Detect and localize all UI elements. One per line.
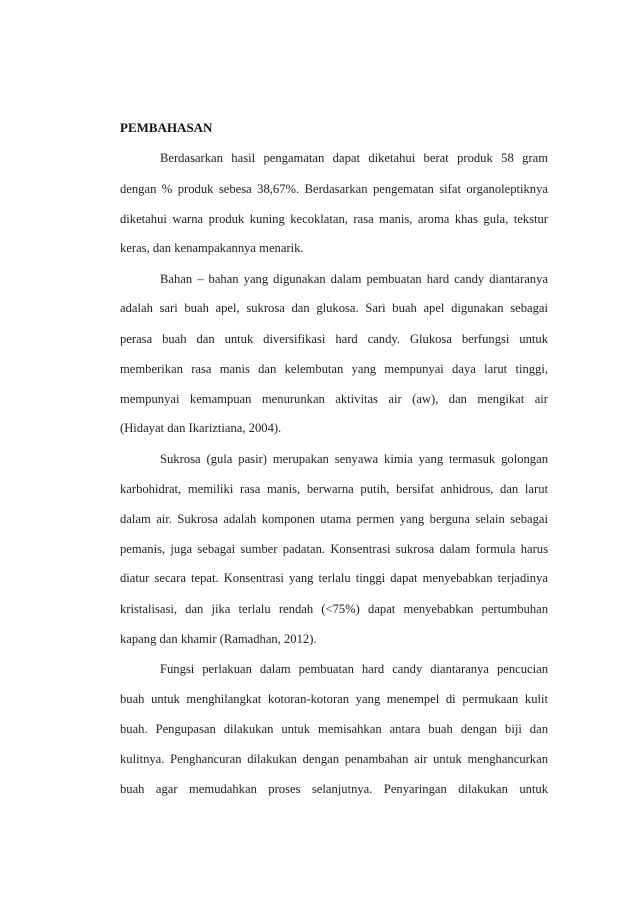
paragraph-line: dalam air. Sukrosa adalah komponen utama permen yang berguna selain sebagai: [120, 512, 548, 526]
paragraph-line: mempunyai kemampuan menurunkan aktivitas air (aw), dan mengikat air: [120, 392, 548, 406]
paragraph-line: Fungsi perlakuan dalam pembuatan hard candy diantaranya pencucian: [160, 662, 548, 676]
paragraph-line: kristalisasi, dan jika terlalu rendah (<75%) dapat menyebabkan pertumbuhan: [120, 602, 548, 616]
paragraph-line: buah agar memudahkan proses selanjutnya. Penyaringan dilakukan untuk: [120, 782, 548, 796]
paragraph-line: Bahan – bahan yang digunakan dalam pembuatan hard candy diantaranya: [160, 272, 548, 286]
paragraph-line: pemanis, juga sebagai sumber padatan. Konsentrasi sukrosa dalam formula harus: [120, 542, 548, 556]
paragraph-line: dengan % produk sebesa 38,67%. Berdasarkan pengematan sifat organoleptiknya: [120, 182, 548, 196]
paragraph-line: keras, dan kenampakannya menarik.: [120, 241, 304, 255]
paragraph-line: karbohidrat, memiliki rasa manis, berwarna putih, bersifat anhidrous, dan larut: [120, 482, 548, 496]
paragraph-line: buah. Pengupasan dilakukan untuk memisahkan antara buah dengan biji dan: [120, 722, 548, 736]
paragraph-line: kapang dan khamir (Ramadhan, 2012).: [120, 632, 317, 646]
paragraph-line: diatur secara tepat. Konsentrasi yang terlalu tinggi dapat menyebabkan terjadinya: [120, 571, 548, 585]
paragraph-line: Sukrosa (gula pasir) merupakan senyawa kimia yang termasuk golongan: [160, 452, 548, 466]
paragraph-line: adalah sari buah apel, sukrosa dan glukosa. Sari buah apel digunakan sebagai: [120, 301, 548, 315]
paragraph-line: buah untuk menghilangkat kotoran-kotoran yang menempel di permukaan kulit: [120, 692, 548, 706]
paragraph-line: perasa buah dan untuk diversifikasi hard candy. Glukosa berfungsi untuk: [120, 332, 548, 346]
paragraph-line: kulitnya. Penghancuran dilakukan dengan penambahan air untuk menghancurkan: [120, 752, 548, 766]
paragraph-line: diketahui warna produk kuning kecoklatan, rasa manis, aroma khas gula, tekstur: [120, 212, 548, 226]
paragraph-line: Berdasarkan hasil pengamatan dapat diketahui berat produk 58 gram: [160, 151, 548, 165]
paragraph-line: memberikan rasa manis dan kelembutan yang mempunyai daya larut tinggi,: [120, 362, 548, 376]
paragraph-line: (Hidayat dan Ikariztiana, 2004).: [120, 421, 282, 435]
section-heading: PEMBAHASAN: [120, 120, 213, 135]
